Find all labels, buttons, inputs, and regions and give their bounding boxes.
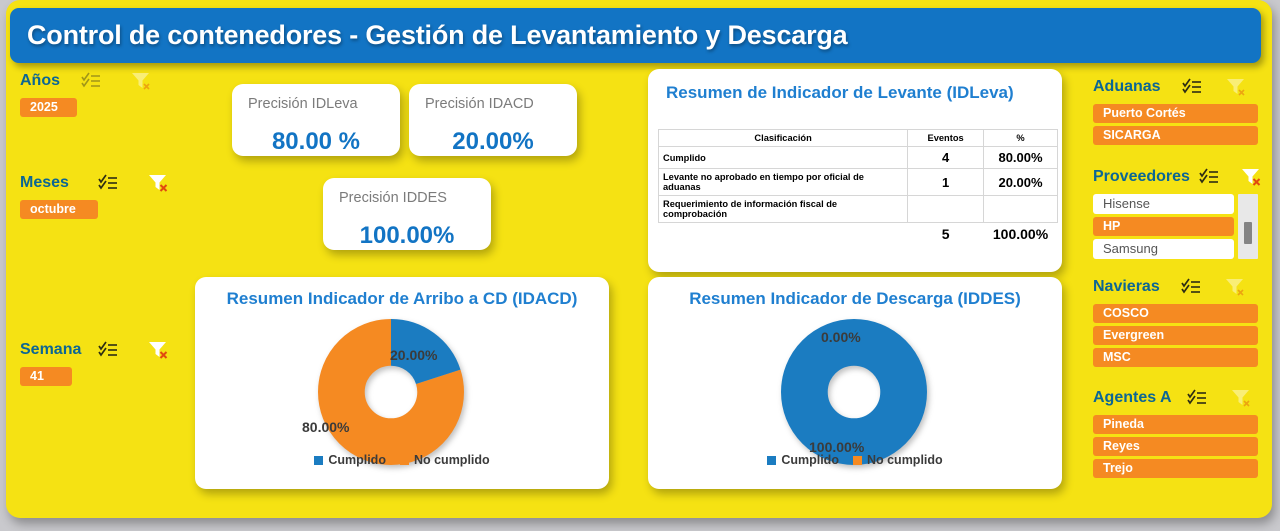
legend-swatch-cumplido	[767, 456, 776, 465]
legend-item-no-cumplido[interactable]	[400, 453, 490, 467]
slicer-item-msc[interactable]: MSC	[1093, 348, 1258, 367]
cell-total-porcentaje: 100.00%	[984, 223, 1058, 246]
legend-iddes	[648, 453, 1062, 467]
cell-clasificacion: Requerimiento de información fiscal de comprobación	[659, 196, 908, 223]
slicer-items-proveedores	[1093, 194, 1258, 259]
clear-filter-icon[interactable]	[130, 71, 152, 91]
slicer-header-semana	[20, 339, 169, 361]
slicer-item-hisense[interactable]: Hisense	[1093, 194, 1234, 214]
slicer-header-anos	[20, 70, 152, 92]
card-title-iddes: Resumen Indicador de Descarga (IDDES)	[689, 289, 1021, 308]
cell-porcentaje: 80.00%	[984, 147, 1058, 169]
slicer-item-evergreen[interactable]: Evergreen	[1093, 326, 1258, 345]
cell-eventos	[908, 196, 984, 223]
kpi-value-precision-iddes: 100.00%	[359, 222, 455, 249]
slicer-items-meses	[20, 200, 169, 219]
col-header-porcentaje: %	[984, 130, 1058, 147]
clear-filter-icon[interactable]	[1230, 388, 1252, 408]
slicer-item-reyes[interactable]: Reyes	[1093, 437, 1258, 456]
slicer-item-sicarga[interactable]: SICARGA	[1093, 126, 1258, 145]
slicer-title-semana: Semana	[20, 341, 82, 358]
slicer-title-agentes-a: Agentes A	[1093, 389, 1172, 406]
slicer-title-proveedores: Proveedores	[1093, 168, 1190, 185]
multiselect-icon[interactable]	[1181, 278, 1201, 296]
col-header-clasificacion: Clasificación	[659, 130, 908, 147]
legend-item-no-cumplido[interactable]	[853, 453, 943, 467]
legend-label-cumplido: Cumplido	[328, 453, 386, 467]
table-row	[659, 169, 1058, 196]
slicer-proveedores[interactable]	[1093, 166, 1258, 259]
slicer-items-agentes-a	[1093, 415, 1258, 478]
cell-porcentaje: 20.00%	[984, 169, 1058, 196]
legend-swatch-no-cumplido	[400, 456, 409, 465]
slicer-item-trejo[interactable]: Trejo	[1093, 459, 1258, 478]
table-header-row	[659, 130, 1058, 147]
card-title-idacd: Resumen Indicador de Arribo a CD (IDACD)	[226, 289, 578, 308]
slicer-items-anos	[20, 98, 152, 117]
card-resumen-iddes	[648, 277, 1062, 489]
slicer-header-proveedores	[1093, 166, 1258, 188]
multiselect-icon[interactable]	[81, 72, 101, 90]
clear-filter-icon[interactable]	[1224, 277, 1246, 297]
slicer-title-aduanas: Aduanas	[1093, 78, 1161, 95]
donut-chart-iddes	[781, 319, 927, 465]
slicer-title-navieras: Navieras	[1093, 278, 1160, 295]
slicer-meses[interactable]	[20, 172, 169, 219]
slicer-header-navieras	[1093, 276, 1258, 298]
card-title-resumen-levante: Resumen de Indicador de Levante (IDLeva)	[666, 83, 1014, 102]
slicer-anos[interactable]	[20, 70, 152, 117]
cell-total-eventos: 5	[908, 223, 984, 246]
card-resumen-levante	[648, 69, 1062, 272]
slice-cumplido	[804, 342, 903, 441]
data-label-cumplido: 20.00%	[390, 347, 438, 363]
slicer-semana[interactable]	[20, 339, 169, 386]
slicer-items-semana	[20, 367, 169, 386]
table-row	[659, 196, 1058, 223]
multiselect-icon[interactable]	[1182, 78, 1202, 96]
slicer-header-meses	[20, 172, 169, 194]
dashboard-canvas	[6, 0, 1272, 518]
slicer-item-hp[interactable]: HP	[1093, 217, 1234, 236]
page-title: Control de contenedores - Gestión de Levantamiento y Descarga	[27, 20, 848, 50]
cell-eventos: 1	[908, 169, 984, 196]
cell-clasificacion: Cumplido	[659, 147, 908, 169]
kpi-card-precision-idleva	[232, 84, 400, 156]
slicer-item-2025[interactable]: 2025	[20, 98, 77, 117]
legend-swatch-no-cumplido	[853, 456, 862, 465]
clear-filter-icon[interactable]	[1240, 167, 1262, 187]
clear-filter-icon[interactable]	[1225, 77, 1247, 97]
table-head	[659, 130, 1058, 147]
slicer-item-pineda[interactable]: Pineda	[1093, 415, 1258, 434]
legend-label-no-cumplido: No cumplido	[413, 453, 490, 467]
data-label-cumplido: 100.00%	[809, 439, 865, 455]
slicer-navieras[interactable]	[1093, 276, 1258, 367]
slicer-item-samsung[interactable]: Samsung	[1093, 239, 1234, 259]
dashboard-header	[10, 8, 1261, 63]
multiselect-icon[interactable]	[1187, 389, 1207, 407]
donut-svg-idacd	[318, 319, 464, 465]
slicer-title-anos: Años	[20, 72, 60, 89]
legend-swatch-cumplido	[314, 456, 323, 465]
slicer-items-aduanas	[1093, 104, 1258, 145]
scrollbar-thumb[interactable]	[1244, 222, 1252, 244]
legend-label-no-cumplido: No cumplido	[866, 453, 943, 467]
slicer-items-navieras	[1093, 304, 1258, 367]
kpi-label-precision-idleva: Precisión IDLeva	[248, 96, 358, 112]
kpi-value-precision-idacd: 20.00%	[452, 128, 534, 155]
multiselect-icon[interactable]	[98, 174, 118, 192]
table-body	[659, 147, 1058, 246]
cell-total-label	[659, 223, 908, 246]
kpi-card-precision-idacd	[409, 84, 577, 156]
table-total-row	[659, 223, 1058, 246]
kpi-value-precision-idleva: 80.00 %	[271, 128, 361, 155]
multiselect-icon[interactable]	[98, 341, 118, 359]
slicer-item-octubre[interactable]: octubre	[20, 200, 98, 219]
slicer-scrollbar-proveedores[interactable]	[1238, 194, 1258, 259]
clear-filter-icon[interactable]	[147, 340, 169, 360]
clear-filter-icon[interactable]	[147, 173, 169, 193]
slicer-title-meses: Meses	[20, 174, 69, 191]
multiselect-icon[interactable]	[1199, 168, 1219, 186]
cell-eventos: 4	[908, 147, 984, 169]
slicer-header-agentes-a	[1093, 387, 1258, 409]
slicer-agentes-a[interactable]	[1093, 387, 1258, 478]
donut-chart-idacd	[302, 319, 464, 465]
cell-clasificacion: Levante no aprobado en tiempo por oficial de aduanas	[659, 169, 908, 196]
legend-item-cumplido[interactable]	[767, 453, 839, 467]
kpi-label-precision-idacd: Precisión IDACD	[425, 96, 534, 112]
data-label-no-cumplido: 80.00%	[302, 419, 350, 435]
table-row	[659, 147, 1058, 169]
legend-label-cumplido: Cumplido	[781, 453, 839, 467]
cell-porcentaje	[984, 196, 1058, 223]
col-header-eventos: Eventos	[908, 130, 984, 147]
summary-table-idleva	[658, 129, 1058, 245]
kpi-label-precision-iddes: Precisión IDDES	[339, 190, 447, 206]
legend-item-cumplido[interactable]	[314, 453, 386, 467]
kpi-card-precision-iddes	[323, 178, 491, 250]
slicer-aduanas[interactable]	[1093, 76, 1258, 145]
slicer-item-cosco[interactable]: COSCO	[1093, 304, 1258, 323]
slicer-item-41[interactable]: 41	[20, 367, 72, 386]
card-resumen-idacd	[195, 277, 609, 489]
slicer-header-aduanas	[1093, 76, 1258, 98]
slicer-item-puerto-cortes[interactable]: Puerto Cortés	[1093, 104, 1258, 123]
legend-idacd	[195, 453, 609, 467]
data-label-no-cumplido: 0.00%	[821, 329, 861, 345]
